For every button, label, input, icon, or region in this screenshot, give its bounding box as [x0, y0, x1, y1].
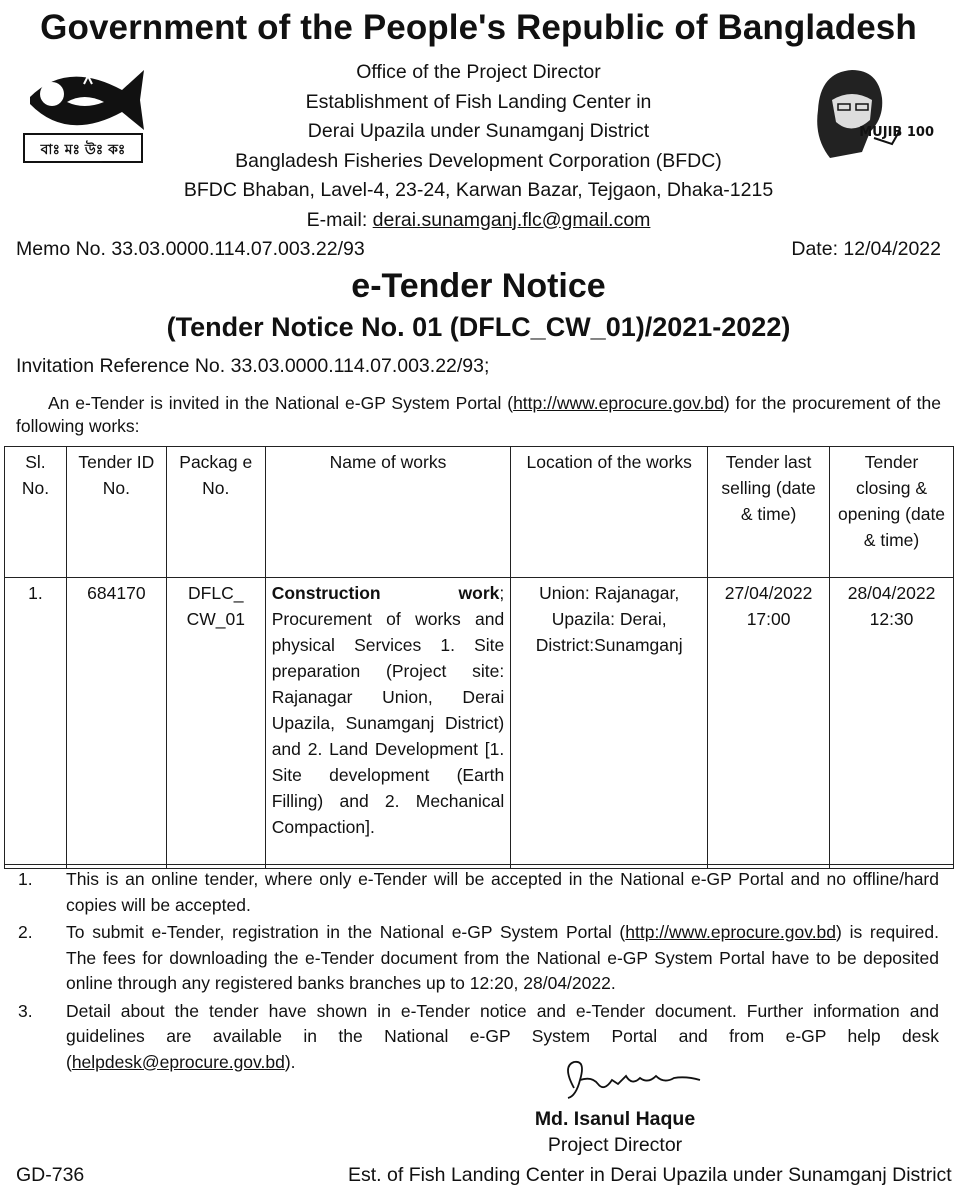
invitation-reference: Invitation Reference No. 33.03.0000.114.07.003.22/93;	[16, 355, 490, 377]
note-item	[4, 920, 954, 997]
header-location: Location of the works	[511, 447, 708, 578]
signature-icon	[540, 1058, 720, 1102]
note-number: 3.	[18, 1000, 33, 1021]
intro-text: An e-Tender is invited in the National e-GP System Portal (	[48, 393, 514, 413]
works-heading-sep: ;	[499, 583, 505, 603]
note-number: 1.	[18, 869, 33, 889]
email-label: E-mail:	[306, 208, 373, 231]
office-line: Establishment of Fish Landing Center in	[305, 90, 652, 113]
header-selling: Tender last selling (date & time)	[708, 447, 830, 578]
office-line: BFDC Bhaban, Lavel-4, 23-24, Karwan Bazar, Tejgaon, Dhaka-1215	[183, 179, 774, 201]
memo-date: Date: 12/04/2022	[791, 238, 941, 260]
footer-office: Est. of Fish Landing Center in Derai Upazila under Sunamganj District	[348, 1164, 952, 1186]
notice-subtitle: (Tender Notice No. 01 (DFLC_CW_01)/2021-2022)	[166, 312, 791, 342]
eprocure-link[interactable]: http://www.eprocure.gov.bd	[625, 922, 837, 942]
header-name: Name of works	[265, 447, 511, 578]
cell-package: DFLC_ CW_01	[166, 578, 265, 869]
note-number: 2.	[18, 922, 33, 942]
header-sl: Sl. No.	[5, 447, 67, 578]
intro-paragraph	[16, 392, 941, 438]
closing-time: 12:30	[869, 609, 914, 629]
footer-code: GD-736	[16, 1164, 85, 1186]
intro-text: ) for the procurement of the following works:	[16, 393, 941, 436]
note-text: ) is required. The fees for downloading the e-Tender document from the National e-GP System Portal have to be deposited online through any registered banks branches up to 12:20, 28/04/2022.	[66, 922, 939, 993]
cell-tender-id: 684170	[66, 578, 166, 869]
office-line: Office of the Project Director	[356, 61, 601, 83]
cell-sl: 1.	[5, 578, 67, 869]
cell-name-of-works	[265, 578, 511, 869]
header-package: Packag e No.	[166, 447, 265, 578]
table-row	[5, 578, 954, 869]
notice-title: e-Tender Notice	[351, 267, 606, 305]
signatory-name: Md. Isanul Haque	[534, 1108, 696, 1130]
office-line: Derai Upazila under Sunamganj District	[307, 120, 650, 142]
email-line	[0, 206, 957, 236]
selling-time: 17:00	[746, 609, 791, 629]
header-tender-id: Tender ID No.	[66, 447, 166, 578]
government-title: Government of the People's Republic of Bangladesh	[40, 8, 917, 47]
note-text: This is an online tender, where only e-Tender will be accepted in the National e-GP Portal and no offline/hard copies will be accepted.	[66, 869, 939, 915]
cell-closing	[830, 578, 954, 869]
notes-list	[4, 864, 954, 1075]
closing-date: 28/04/2022	[847, 583, 936, 603]
note-text: To submit e-Tender, registration in the National e-GP System Portal (	[66, 922, 626, 942]
note-text: Detail about the tender have shown in e-Tender notice and e-Tender document. Further information and guidelines are available in the National e-GP System Portal and from e-GP help desk (	[66, 1000, 939, 1072]
signature-image	[540, 1058, 720, 1102]
note-text: ).	[284, 1051, 296, 1072]
signatory-title: Project Director	[547, 1134, 683, 1156]
selling-date: 27/04/2022	[724, 583, 813, 603]
helpdesk-email-link[interactable]: helpdesk@eprocure.gov.bd	[71, 1051, 285, 1072]
office-address-block	[0, 58, 957, 235]
cell-selling	[708, 578, 830, 869]
works-table	[4, 446, 954, 869]
header-closing: Tender closing & opening (date & time)	[830, 447, 954, 578]
logo-caption: বাঃ মঃ উঃ কঃ	[40, 142, 126, 158]
table-header-row	[5, 447, 954, 578]
note-item	[4, 999, 954, 1076]
memo-number: Memo No. 33.03.0000.114.07.003.22/93	[16, 238, 365, 260]
office-line: Bangladesh Fisheries Development Corporation (BFDC)	[235, 149, 722, 172]
works-heading: Construction work	[271, 583, 500, 603]
eprocure-link[interactable]: http://www.eprocure.gov.bd	[513, 393, 724, 413]
note-item	[4, 867, 954, 918]
works-description: Procurement of works and physical Services 1. Site preparation (Project site: Rajanagar Union, Derai Upazila, Sunamganj District) and 2. Land Development [1. Site development (Earth Filling) and 2. Mechanical Compaction].	[271, 609, 505, 837]
mujib-text: MUJIB 100	[859, 125, 934, 140]
email-link[interactable]: derai.sunamganj.flc@gmail.com	[372, 208, 651, 231]
cell-location: Union: Rajanagar, Upazila: Derai, District:Sunamganj	[511, 578, 708, 869]
